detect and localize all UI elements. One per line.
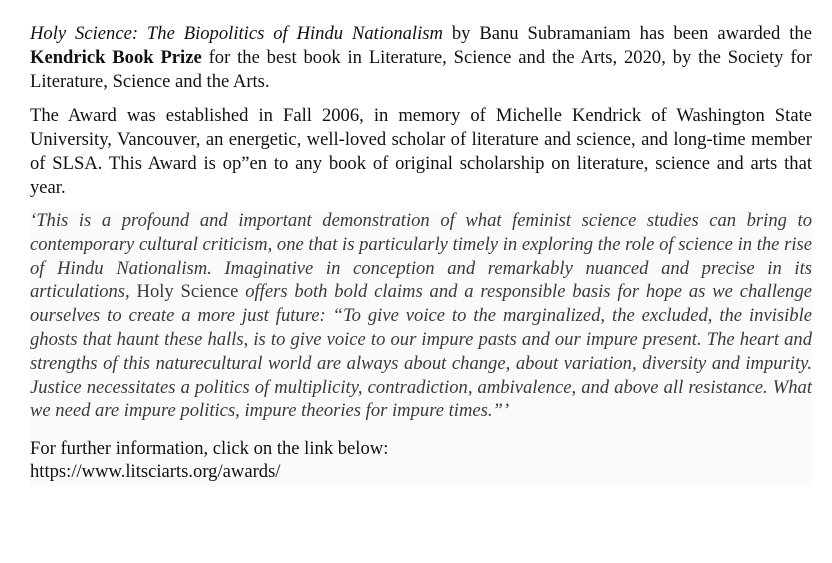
awards-link[interactable]: https://www.litsciarts.org/awards/ <box>30 461 281 483</box>
review-quote <box>30 209 812 423</box>
prize-name: Kendrick Book Prize <box>30 47 202 68</box>
quote-book-name: Holy Science <box>136 281 239 303</box>
further-info-text: For further information, click on the link below: <box>30 438 389 460</box>
history-paragraph: The Award was established in Fall 2006, in memory of Michelle Kendrick of Washington State University, Vancouver, an energetic, well-loved scholar of literature and science, and long-time member of SLSA. This Award is op”en to any book of original scholarship on literature, science and arts that year. <box>30 105 812 198</box>
award-text-before-prize: by Banu Subramaniam has been awarded the <box>442 23 812 44</box>
quote-part-1: ‘This is a profound and important demonstration of what feminist science studies can bring to contemporary cultural criticism, one that is particularly timely in exploring the role of science in the rise of Hindu Nationalism. Imaginative in conception and remarkably nuanced and precise in its articulations, <box>30 210 812 303</box>
article-body <box>30 22 812 487</box>
book-title: Holy Science: The Biopolitics of Hindu Nationalism <box>30 23 443 44</box>
further-info <box>30 423 812 487</box>
award-text-after-prize: for the best book in Literature, Science and the Arts, 2020, by the Society for Literature, Science and the Arts. <box>30 47 812 92</box>
award-paragraph <box>30 22 812 94</box>
quote-part-2: offers both bold claims and a responsible basis for hope as we challenge ourselves to create a more just future: “To give voice to the marginalized, the excluded, the invisible ghosts that haunt these halls, is to give voice to our impure pasts and our impure present. The heart and strengths of this naturecultural world are always about change, about variation, diversity and impurity. Justice necessitates a politics of multiplicity, contradiction, ambivalence, and above all resistance. What we need are impure politics, impure theories for impure times.”’ <box>30 281 812 422</box>
